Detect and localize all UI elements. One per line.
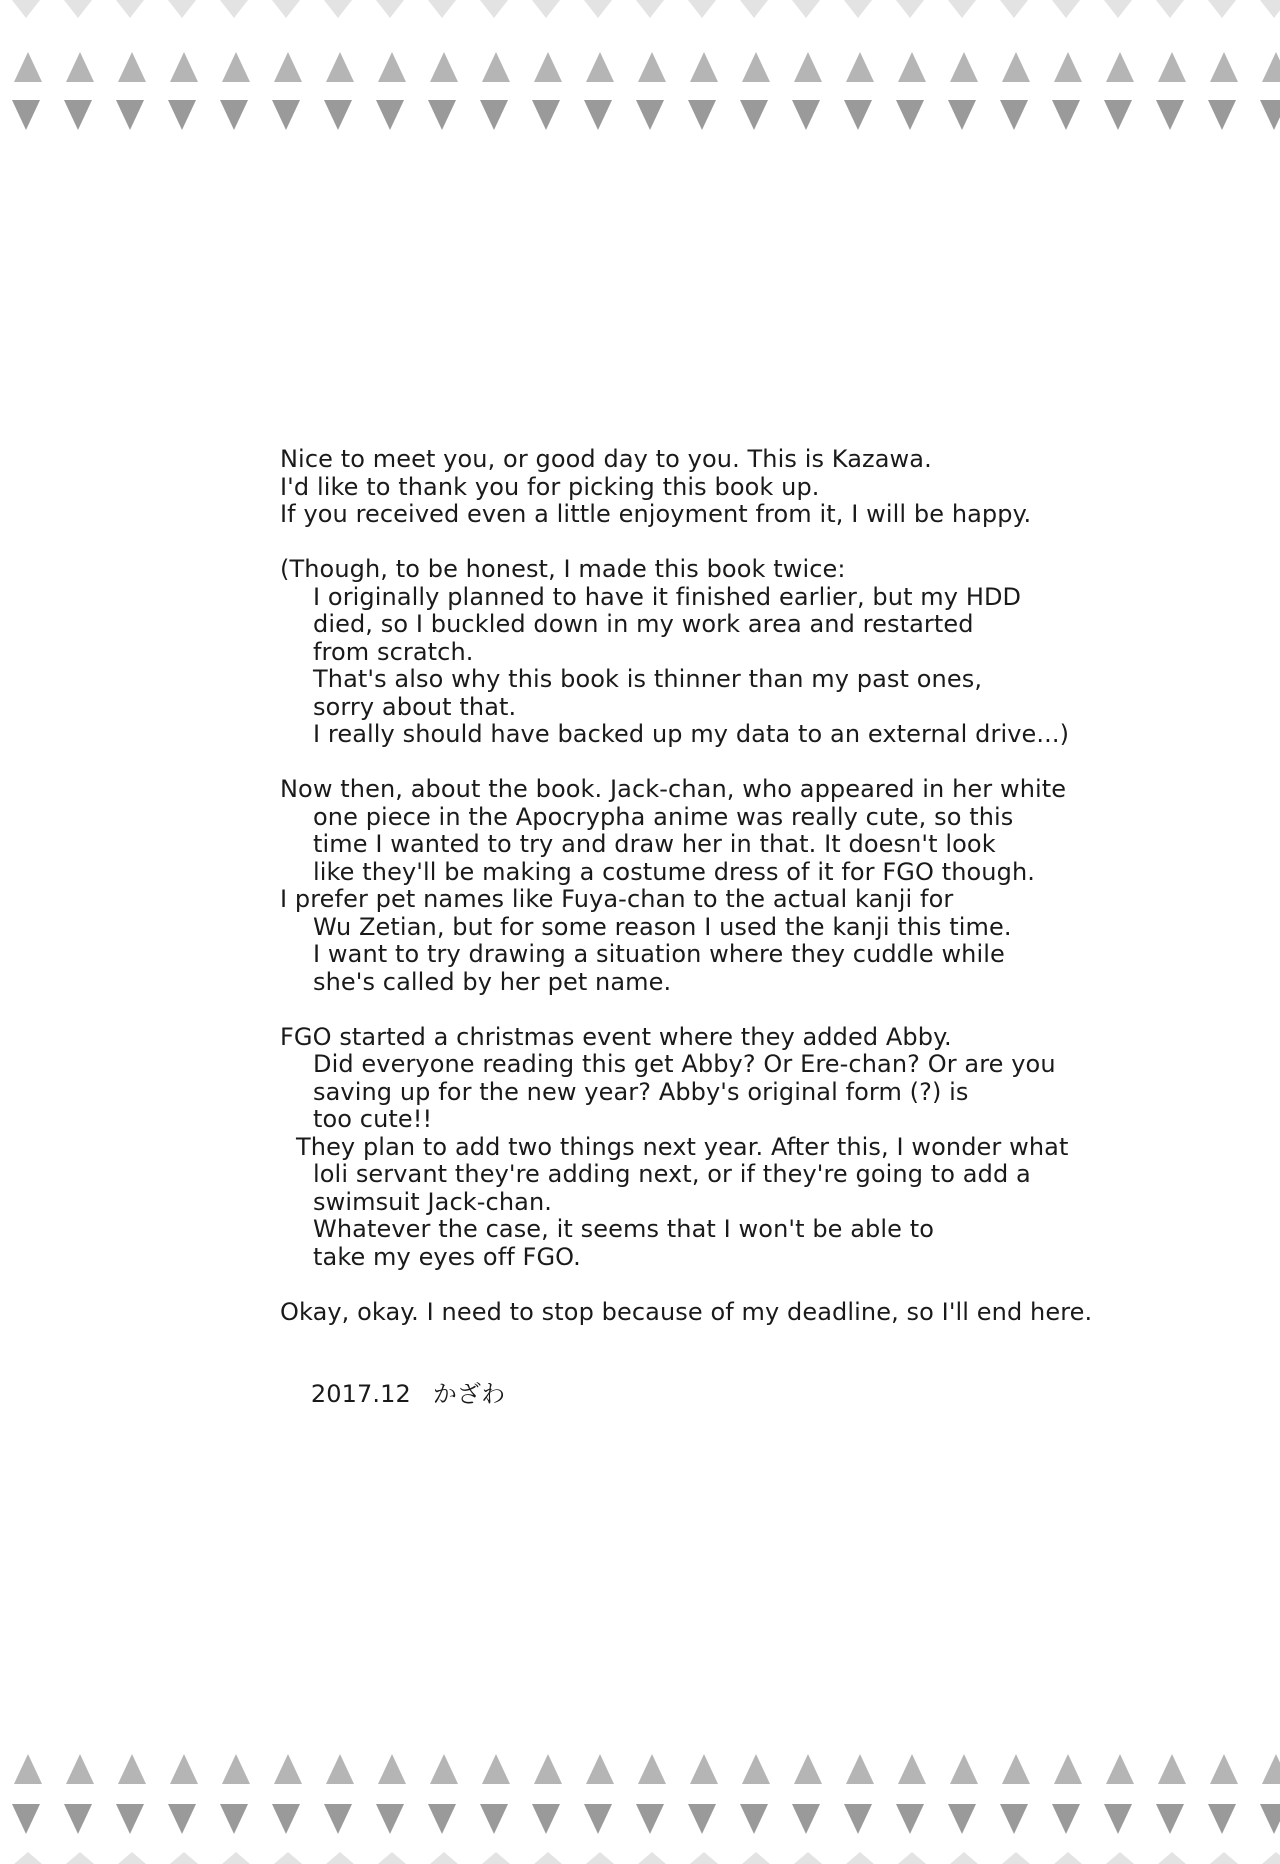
triangle-up <box>690 52 718 82</box>
triangle-up <box>846 1852 874 1864</box>
text-line: time I wanted to try and draw her in that. It doesn't look <box>313 830 996 858</box>
triangle-down <box>792 100 820 130</box>
paragraph-greeting <box>280 446 1100 529</box>
triangle-up <box>1106 1754 1134 1784</box>
triangle-up <box>586 1852 614 1864</box>
triangle-up <box>950 1852 978 1864</box>
triangle-down <box>584 1804 612 1834</box>
paragraph-about-book <box>280 776 1100 996</box>
triangle-down <box>64 1804 92 1834</box>
triangle-down <box>740 1804 768 1834</box>
triangle-up <box>950 52 978 82</box>
triangle-down <box>12 1804 40 1834</box>
triangle-up <box>898 1852 926 1864</box>
triangle-up <box>118 1852 146 1864</box>
triangle-down <box>376 1804 404 1834</box>
triangle-down <box>584 0 612 18</box>
triangle-down <box>532 1804 560 1834</box>
triangle-down <box>12 0 40 18</box>
triangle-up <box>794 1852 822 1864</box>
triangle-up <box>742 1754 770 1784</box>
triangle-down <box>896 0 924 18</box>
triangle-down <box>532 100 560 130</box>
triangle-up <box>1158 52 1186 82</box>
triangle-down <box>1052 100 1080 130</box>
triangle-down <box>376 0 404 18</box>
text-line: from scratch. <box>313 637 474 666</box>
triangle-down <box>636 1804 664 1834</box>
triangle-up <box>586 1754 614 1784</box>
triangle-down <box>272 0 300 18</box>
triangle-up <box>274 1852 302 1864</box>
triangle-down <box>844 1804 872 1834</box>
text-line: Wu Zetian, but for some reason I used the kanji this time. <box>313 912 1012 941</box>
triangle-down <box>1208 1804 1236 1834</box>
text-line: Okay, okay. I need to stop because of my deadline, so I'll end here. <box>280 1297 1093 1326</box>
triangle-down <box>1208 100 1236 130</box>
triangle-down <box>220 1804 248 1834</box>
top-triangle-border <box>0 0 1280 150</box>
triangle-up <box>1054 1754 1082 1784</box>
triangle-down <box>12 100 40 130</box>
triangle-down <box>688 0 716 18</box>
triangle-down <box>272 100 300 130</box>
triangle-down <box>64 100 92 130</box>
text-line: Did everyone reading this get Abby? Or Ere-chan? Or are you <box>313 1050 1056 1078</box>
triangle-down <box>324 1804 352 1834</box>
bottom-triangle-border <box>0 1752 1280 1864</box>
triangle-up <box>638 1754 666 1784</box>
text-line: They plan to add two things next year. After this, I wonder what <box>296 1132 1069 1161</box>
triangle-down <box>220 100 248 130</box>
triangle-down <box>1260 100 1280 130</box>
triangle-down <box>948 0 976 18</box>
triangle-down <box>1104 1804 1132 1834</box>
triangle-down <box>1000 1804 1028 1834</box>
triangle-up <box>326 52 354 82</box>
triangle-up <box>222 52 250 82</box>
triangle-up <box>170 1754 198 1784</box>
triangle-up <box>1106 52 1134 82</box>
triangle-down <box>896 1804 924 1834</box>
triangle-down <box>584 100 612 130</box>
triangle-up <box>66 1754 94 1784</box>
triangle-down <box>480 1804 508 1834</box>
triangle-down <box>1260 0 1280 18</box>
triangle-up <box>430 1754 458 1784</box>
triangle-up <box>430 52 458 82</box>
text-line: (Though, to be honest, I made this book twice: <box>280 555 846 583</box>
triangle-down <box>1104 100 1132 130</box>
triangle-down <box>428 0 456 18</box>
triangle-up <box>1002 52 1030 82</box>
text-line: I originally planned to have it finished earlier, but my HDD <box>313 582 1022 611</box>
triangle-up <box>1210 1754 1238 1784</box>
triangle-up <box>1210 52 1238 82</box>
triangle-down <box>168 1804 196 1834</box>
triangle-up <box>1158 1852 1186 1864</box>
triangle-down <box>844 0 872 18</box>
top-border-pattern <box>0 0 1280 150</box>
triangle-up <box>222 1852 250 1864</box>
triangle-up <box>742 1852 770 1864</box>
text-line: one piece in the Apocrypha anime was really cute, so this <box>313 802 1014 831</box>
triangle-up <box>482 52 510 82</box>
triangle-down <box>948 100 976 130</box>
triangle-up <box>534 1754 562 1784</box>
triangle-down <box>116 0 144 18</box>
text-line: I want to try drawing a situation where they cuddle while <box>313 940 1005 968</box>
triangle-up <box>1210 1852 1238 1864</box>
text-line: That's also why this book is thinner than my past ones, <box>313 665 983 693</box>
triangle-up <box>898 52 926 82</box>
triangle-up <box>66 1852 94 1864</box>
text-line: Whatever the case, it seems that I won't be able to <box>313 1215 935 1243</box>
text-line: like they'll be making a costume dress of it for FGO though. <box>313 857 1035 886</box>
triangle-up <box>846 52 874 82</box>
triangle-down <box>1156 100 1184 130</box>
triangle-up <box>14 52 42 82</box>
text-line: too cute!! <box>313 1105 433 1133</box>
triangle-up <box>690 1852 718 1864</box>
triangle-up <box>1002 1754 1030 1784</box>
triangle-up <box>1158 1754 1186 1784</box>
triangle-up <box>14 1754 42 1784</box>
triangle-down <box>1208 0 1236 18</box>
triangle-up <box>1054 52 1082 82</box>
signoff-name: かざわ <box>432 1380 506 1408</box>
triangle-down <box>116 1804 144 1834</box>
triangle-down <box>688 1804 716 1834</box>
triangle-down <box>1000 100 1028 130</box>
triangle-up <box>170 1852 198 1864</box>
triangle-down <box>116 100 144 130</box>
triangle-down <box>1260 1804 1280 1834</box>
paragraph-fgo-event <box>280 1024 1100 1272</box>
triangle-down <box>1000 0 1028 18</box>
triangle-up <box>638 52 666 82</box>
text-line: died, so I buckled down in my work area and restarted <box>313 610 974 638</box>
triangle-up <box>1002 1852 1030 1864</box>
text-line: loli servant they're adding next, or if they're going to add a <box>313 1160 1031 1188</box>
text-line: If you received even a little enjoyment from it, I will be happy. <box>280 500 1032 528</box>
triangle-down <box>532 0 560 18</box>
triangle-up <box>950 1754 978 1784</box>
triangle-down <box>1156 0 1184 18</box>
text-line: swimsuit Jack-chan. <box>313 1187 552 1216</box>
triangle-down <box>64 0 92 18</box>
triangle-up <box>534 1852 562 1864</box>
triangle-down <box>1052 0 1080 18</box>
triangle-up <box>586 52 614 82</box>
triangle-down <box>896 100 924 130</box>
triangle-up <box>1262 1852 1280 1864</box>
triangle-up <box>846 1754 874 1784</box>
signoff <box>280 1354 1100 1437</box>
triangle-down <box>688 100 716 130</box>
triangle-up <box>326 1852 354 1864</box>
triangle-up <box>534 52 562 82</box>
text-line: Now then, about the book. Jack-chan, who appeared in her white <box>280 775 1067 803</box>
triangle-down <box>948 1804 976 1834</box>
triangle-down <box>636 100 664 130</box>
text-line: FGO started a christmas event where they added Abby. <box>280 1022 952 1051</box>
triangle-up <box>118 52 146 82</box>
triangle-down <box>220 0 248 18</box>
text-line: take my eyes off FGO. <box>313 1242 581 1271</box>
triangle-up <box>430 1852 458 1864</box>
text-line: I'd like to thank you for picking this book up. <box>280 472 820 501</box>
triangle-up <box>482 1852 510 1864</box>
triangle-up <box>794 52 822 82</box>
signoff-date: 2017.12 <box>310 1380 411 1408</box>
triangle-up <box>66 52 94 82</box>
triangle-up <box>898 1754 926 1784</box>
triangle-up <box>170 52 198 82</box>
triangle-up <box>274 1754 302 1784</box>
bottom-border-pattern <box>0 1752 1280 1864</box>
triangle-up <box>638 1852 666 1864</box>
triangle-down <box>740 100 768 130</box>
triangle-up <box>326 1754 354 1784</box>
afterword-text <box>280 446 1100 1436</box>
triangle-up <box>690 1754 718 1784</box>
triangle-up <box>742 52 770 82</box>
text-line: I really should have backed up my data to an external drive...) <box>313 720 1070 748</box>
triangle-up <box>222 1754 250 1784</box>
text-line: I prefer pet names like Fuya-chan to the actual kanji for <box>280 885 954 913</box>
text-line: saving up for the new year? Abby's original form (?) is <box>313 1077 969 1106</box>
paragraph-hdd-story <box>280 556 1100 749</box>
triangle-up <box>482 1754 510 1784</box>
text-line: sorry about that. <box>313 692 517 721</box>
triangle-up <box>1262 52 1280 82</box>
triangle-down <box>428 1804 456 1834</box>
triangle-down <box>168 100 196 130</box>
triangle-down <box>636 0 664 18</box>
text-line: Nice to meet you, or good day to you. This is Kazawa. <box>280 445 932 473</box>
triangle-down <box>844 100 872 130</box>
triangle-down <box>1104 0 1132 18</box>
triangle-up <box>378 1754 406 1784</box>
paragraph-closing <box>280 1299 1100 1327</box>
triangle-up <box>378 52 406 82</box>
triangle-up <box>1054 1852 1082 1864</box>
triangle-down <box>324 0 352 18</box>
triangle-up <box>14 1852 42 1864</box>
triangle-down <box>376 100 404 130</box>
triangle-down <box>792 1804 820 1834</box>
triangle-down <box>480 0 508 18</box>
triangle-down <box>740 0 768 18</box>
triangle-up <box>378 1852 406 1864</box>
triangle-down <box>1052 1804 1080 1834</box>
triangle-down <box>428 100 456 130</box>
triangle-down <box>324 100 352 130</box>
triangle-down <box>168 0 196 18</box>
triangle-up <box>1106 1852 1134 1864</box>
triangle-down <box>1156 1804 1184 1834</box>
text-line: she's called by her pet name. <box>313 967 672 996</box>
triangle-down <box>480 100 508 130</box>
triangle-down <box>272 1804 300 1834</box>
triangle-up <box>118 1754 146 1784</box>
triangle-up <box>274 52 302 82</box>
triangle-up <box>794 1754 822 1784</box>
triangle-down <box>792 0 820 18</box>
triangle-up <box>1262 1754 1280 1784</box>
